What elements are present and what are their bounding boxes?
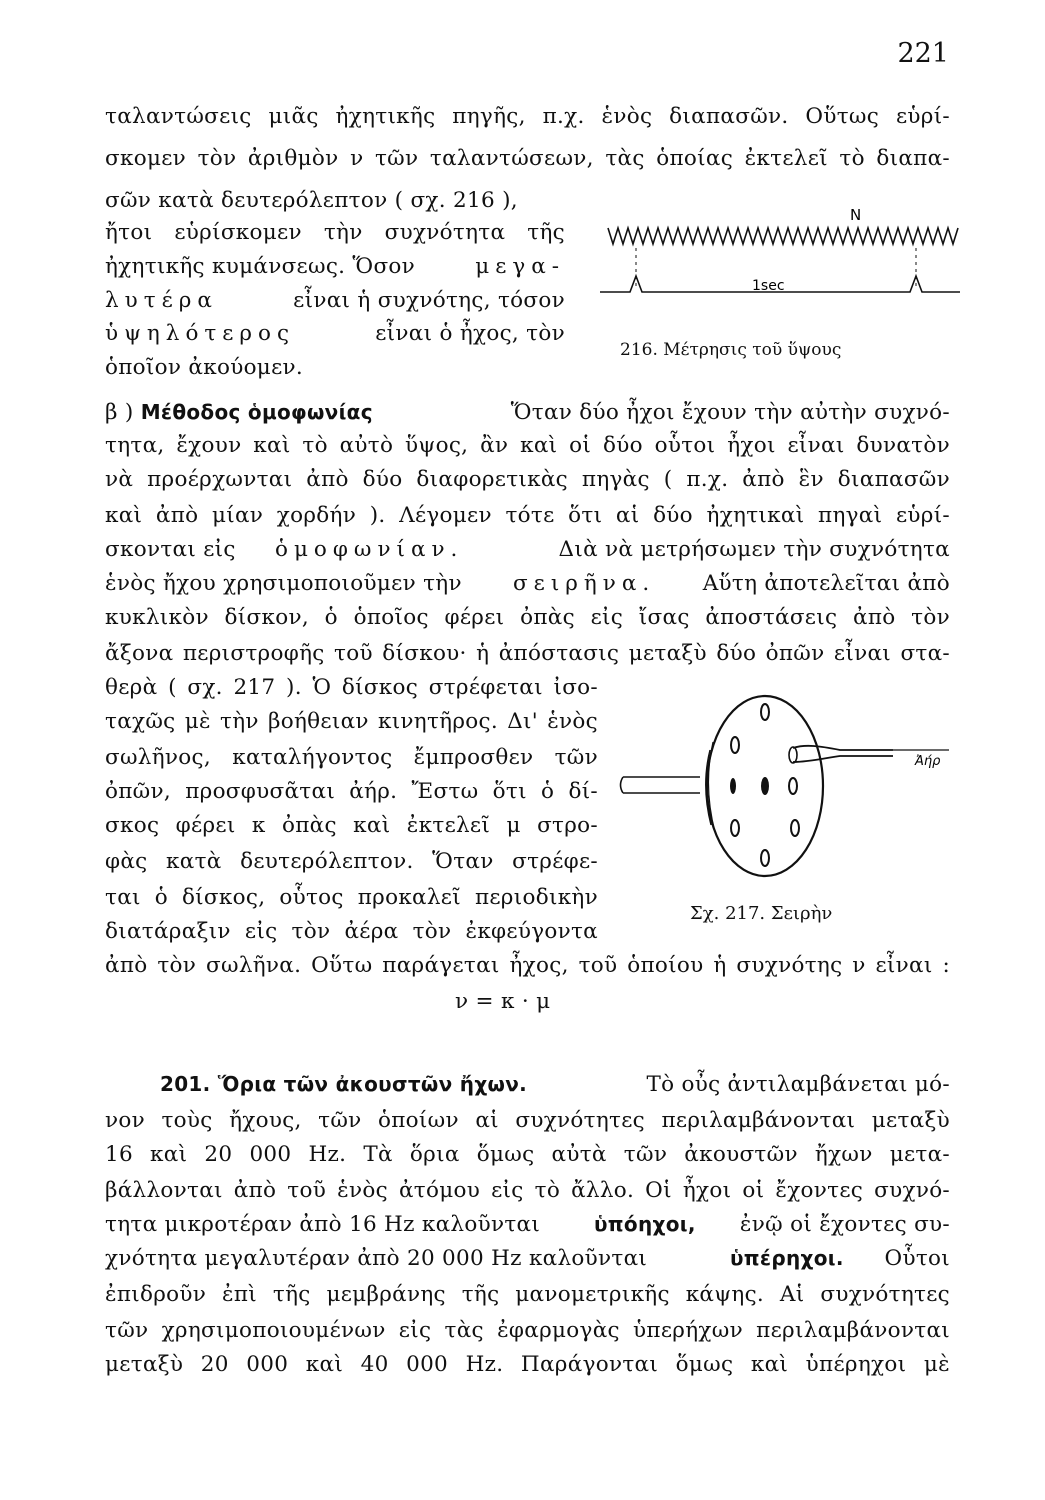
text-run: εἶναι ὁ ἦχος, τὸν: [375, 321, 565, 346]
spaced-word: ὑψηλότερος: [105, 321, 296, 346]
text-line: ταλαντώσεις μιᾶς ἠχητικῆς πηγῆς, π.χ. ἑνὸς διαπασῶν. Οὕτως εὑρί-: [105, 104, 950, 129]
text-line: [105, 1214, 950, 1236]
text-run: Ὅταν δύο ἦχοι ἔχουν τὴν αὐτὴν συχνό-: [510, 400, 950, 425]
figure-216-caption: 216. Μέτρησις τοῦ ὕψους: [620, 340, 842, 360]
hole: [730, 778, 736, 794]
air-label: Ἀήρ: [915, 754, 941, 769]
figure-217: [615, 690, 955, 880]
text-line: [105, 573, 950, 595]
figure-217-caption: Σχ. 217. Σειρὴν: [690, 903, 833, 924]
text-run: Διὰ νὰ μετρήσωμεν τὴν συχνότητα: [558, 537, 950, 562]
text-line: ἤτοι εὑρίσκομεν τὴν συχνότητα τῆς: [105, 220, 565, 245]
text-line: ἄξονα περιστροφῆς τοῦ δίσκου· ἡ ἀπόστασις μεταξὺ δύο ὀπῶν εἶναι στα-: [105, 641, 950, 666]
formula: ν = κ · μ: [455, 989, 551, 1014]
bold-term: ὑπέρηχοι.: [730, 1246, 844, 1270]
text-run: σκονται εἰς: [105, 537, 236, 562]
section-title: Ὅρια τῶν ἀκουστῶν ἤχων.: [217, 1072, 528, 1096]
text-line: σωλῆνος, καταλήγοντος ἔμπροσθεν τῶν: [105, 745, 598, 770]
list-marker: β ): [105, 400, 134, 425]
text-run: εἶναι ἡ συχνότης, τόσον: [293, 288, 565, 313]
text-line: καὶ ἀπὸ μίαν χορδήν ). Λέγομεν τότε ὅτι αἱ δύο ἠχητικαὶ πηγαὶ εὑρί-: [105, 503, 950, 528]
text-run: Αὕτη ἀποτελεῖται ἀπὸ: [702, 571, 950, 596]
text-line: θερὰ ( σχ. 217 ). Ὁ δίσκος στρέφεται ἰσο-: [105, 675, 598, 700]
text-line: ταχῶς μὲ τὴν βοήθειαν κινητῆρος. Δι' ἑνὸς: [105, 709, 598, 734]
text-run: Τὸ οὖς ἀντιλαμβάνεται μό-: [646, 1072, 950, 1097]
text-line: [105, 256, 565, 278]
axle: [621, 777, 701, 793]
text-line: διατάραξιν εἰς τὸν ἀέρα τὸν ἐκφεύγοντα: [105, 919, 598, 944]
text-line: ὀπῶν, προσφυσᾶται ἀήρ. Ἔστω ὅτι ὁ δί-: [105, 779, 598, 804]
text-line: [105, 323, 565, 345]
page-number: 221: [897, 38, 949, 69]
text-run: τητα μικροτέραν ἀπὸ 16 Hz καλοῦνται: [105, 1212, 541, 1237]
text-run: Οὗτοι: [884, 1246, 950, 1271]
bold-term: ὑπόηχοι,: [594, 1212, 696, 1236]
text-line: [105, 402, 950, 424]
text-line: νον τοὺς ἤχους, τῶν ὁποίων αἱ συχνότητες περιλαμβάνονται μεταξὺ: [105, 1108, 950, 1133]
spaced-word: σειρῆνα.: [513, 571, 656, 596]
text-line: [105, 1248, 950, 1270]
text-line: μεταξὺ 20 000 καὶ 40 000 Hz. Παράγονται ὅμως καὶ ὑπέρηχοι μὲ: [105, 1352, 950, 1377]
text-line: ται ὁ δίσκος, οὗτος προκαλεῖ περιοδικὴν: [105, 885, 598, 910]
text-line: ἐπιδροῦν ἐπὶ τῆς μεμβράνης τῆς μανομετρικῆς κάψης. Αἱ συχνότητες: [105, 1282, 950, 1307]
spaced-word: μεγα-: [475, 254, 565, 279]
n-label: N: [850, 206, 862, 224]
text-line: [105, 290, 565, 312]
text-line: σῶν κατὰ δευτερόλεπτον ( σχ. 216 ),: [105, 188, 518, 213]
text-line: νὰ προέρχωνται ἀπὸ δύο διαφορετικὰς πηγὰς ( π.χ. ἀπὸ ἓν διαπασῶν: [105, 467, 950, 492]
text-line: ἀπὸ τὸν σωλῆνα. Οὕτω παράγεται ἦχος, τοῦ ὁποίου ἡ συχνότης ν εἶναι :: [105, 953, 950, 978]
oscillation-trace: [608, 228, 958, 244]
spaced-word: ὁμοφωνίαν.: [275, 537, 464, 562]
text-run: ἐνῷ οἱ ἔχοντες συ-: [739, 1212, 950, 1237]
text-run: χνότητα μεγαλυτέραν ἀπὸ 20 000 Hz καλοῦνται: [105, 1246, 648, 1271]
text-line: 16 καὶ 20 000 Hz. Τὰ ὅρια ὅμως αὐτὰ τῶν ἀκουστῶν ἤχων μετα-: [105, 1142, 950, 1167]
text-line: [105, 539, 950, 561]
text-line: βάλλονται ἀπὸ τοῦ ἑνὸς ἀτόμου εἰς τὸ ἄλλο. Οἱ ἦχοι οἱ ἔχοντες συχνό-: [105, 1178, 950, 1203]
sec-label: 1sec: [752, 278, 785, 294]
hole: [761, 777, 769, 795]
spaced-word: λυτέρα: [105, 288, 218, 313]
text-line: κυκλικὸν δίσκον, ὁ ὁποῖος φέρει ὀπὰς εἰς ἴσας ἀποστάσεις ἀπὸ τὸν: [105, 605, 950, 630]
section-heading: Μέθοδος ὁμοφωνίας: [140, 400, 373, 424]
figure-216: [600, 200, 970, 300]
text-line: ὁποῖον ἀκούομεν.: [105, 355, 304, 380]
text-line: τητα, ἔχουν καὶ τὸ αὐτὸ ὕψος, ἂν καὶ οἱ δύο οὗτοι ἦχοι εἶναι δυνατὸν: [105, 433, 950, 458]
text-line: [160, 1074, 950, 1096]
section-number: 201.: [160, 1072, 211, 1096]
text-line: φὰς κατὰ δευτερόλεπτον. Ὅταν στρέφε-: [105, 849, 598, 874]
text-run: ἑνὸς ἤχου χρησιμοποιοῦμεν τὴν: [105, 571, 462, 596]
text-line: τῶν χρησιμοποιουμένων εἰς τὰς ἐφαρμογὰς ὑπερήχων περιλαμβάνονται: [105, 1318, 950, 1343]
text-line: σκος φέρει κ ὀπὰς καὶ ἐκτελεῖ μ στρο-: [105, 813, 598, 838]
text-run: ἠχητικῆς κυμάνσεως. Ὅσον: [105, 254, 416, 279]
text-line: σκομεν τὸν ἀριθμὸν ν τῶν ταλαντώσεων, τὰς ὁποίας ἐκτελεῖ τὸ διαπα-: [105, 146, 950, 171]
